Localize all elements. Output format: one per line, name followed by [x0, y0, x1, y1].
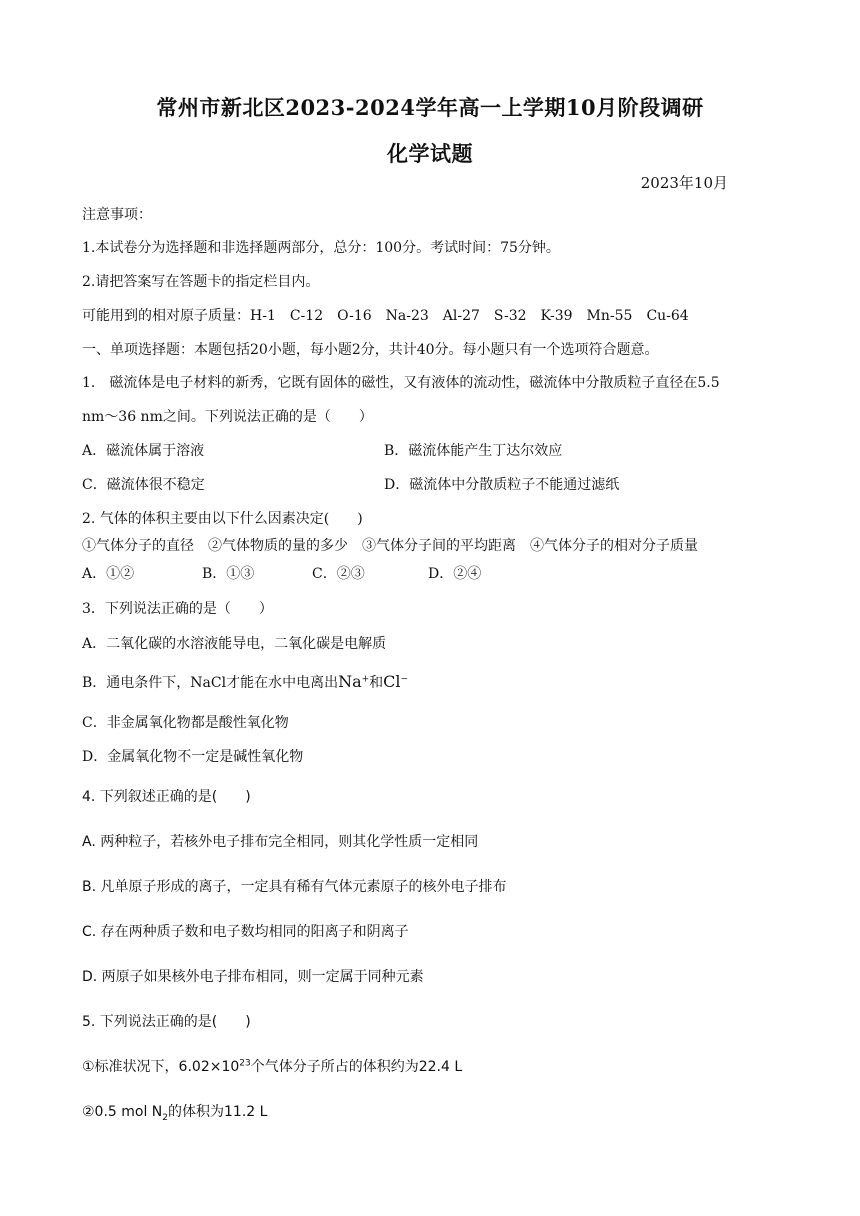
notice-heading: 注意事项： [82, 207, 152, 223]
q1-option-a: A．磁流体属于溶液 [82, 443, 205, 459]
q4-option-a: A. 两种粒子，若核外电子排布完全相同，则其化学性质一定相同 [82, 834, 479, 850]
q3-option-b [82, 672, 408, 692]
q3-option-b-mid: 和 [369, 675, 384, 691]
q5-s2-prefix: ②0.5 mol N [82, 1104, 163, 1120]
q5-s2-suffix: 的体积为11.2 L [168, 1104, 268, 1120]
q5-s1-prefix: ①标准状况下，6.02×10 [82, 1059, 240, 1075]
q3-ion-na-charge: + [361, 674, 370, 685]
q5-stem: 5. 下列说法正确的是( ) [82, 1014, 251, 1030]
q3-ion-na: Na [338, 672, 362, 691]
q2-stem: 2. 气体的体积主要由以下什么因素决定( ) [82, 511, 363, 527]
q3-ion-cl: Cl [383, 672, 401, 691]
q2-option-a: A．①② [82, 566, 135, 582]
q5-statement-1 [82, 1056, 462, 1076]
q5-statement-2 [82, 1101, 267, 1123]
exam-subject-title: 化学试题 [387, 141, 473, 166]
exam-title: 常州市新北区2023-2024学年高一上学期10月阶段调研 [156, 95, 704, 120]
q4-option-c: C. 存在两种质子数和电子数均相同的阳离子和阴离子 [82, 924, 409, 940]
section-heading: 一、单项选择题：本题包括20小题，每小题2分，共计40分。每小题只有一个选项符合题意。 [82, 342, 659, 358]
q3-stem: 3．下列说法正确的是（ ） [82, 601, 273, 617]
q2-option-c: C．②③ [312, 566, 365, 582]
q5-s1-suffix: 个气体分子所占的体积约为22.4 L [250, 1059, 463, 1075]
atomic-masses: 可能用到的相对原子质量：H-1 C-12 O-16 Na-23 Al-27 S-32 K-39 Mn-55 Cu-64 [82, 308, 689, 324]
q1-stem-line1: 1. 磁流体是电子材料的新秀，它既有固体的磁性，又有液体的流动性，磁流体中分散质粒子直径在5.5 [82, 375, 720, 391]
q3-option-b-prefix: B．通电条件下，NaCl才能在水中电离出 [82, 675, 339, 691]
q4-option-b: B. 凡单原子形成的离子，一定具有稀有气体元素原子的核外电子排布 [82, 879, 507, 895]
q3-option-d: D．金属氧化物不一定是碱性氧化物 [82, 749, 304, 765]
exam-date: 2023年10月 [640, 174, 728, 192]
q5-s2-subscript: 2 [162, 1112, 169, 1123]
q2-option-b: B．①③ [202, 566, 255, 582]
q1-option-c: C．磁流体很不稳定 [82, 477, 205, 493]
q1-stem-line2: nm～36 nm之间。下列说法正确的是（ ） [82, 409, 373, 425]
q2-factors: ①气体分子的直径 ②气体物质的量的多少 ③气体分子间的平均距离 ④气体分子的相对分子质量 [82, 538, 698, 554]
q4-stem: 4. 下列叙述正确的是( ) [82, 789, 251, 805]
q5-s1-exponent: 23 [239, 1058, 251, 1069]
notice-item-2: 2.请把答案写在答题卡的指定栏目内。 [82, 274, 320, 290]
q2-options [82, 563, 481, 583]
q2-option-d: D．②④ [428, 566, 482, 582]
q3-option-c: C．非金属氧化物都是酸性氧化物 [82, 715, 289, 731]
q1-option-b: B．磁流体能产生丁达尔效应 [384, 443, 563, 459]
notice-item-1: 1.本试卷分为选择题和非选择题两部分，总分：100分。考试时间：75分钟。 [82, 240, 560, 256]
q1-option-d: D．磁流体中分散质粒子不能通过滤纸 [384, 477, 620, 493]
q3-option-a: A．二氧化碳的水溶液能导电，二氧化碳是电解质 [82, 636, 387, 652]
q3-ion-cl-charge: − [400, 674, 409, 685]
q4-option-d: D. 两原子如果核外电子排布相同，则一定属于同种元素 [82, 969, 424, 985]
